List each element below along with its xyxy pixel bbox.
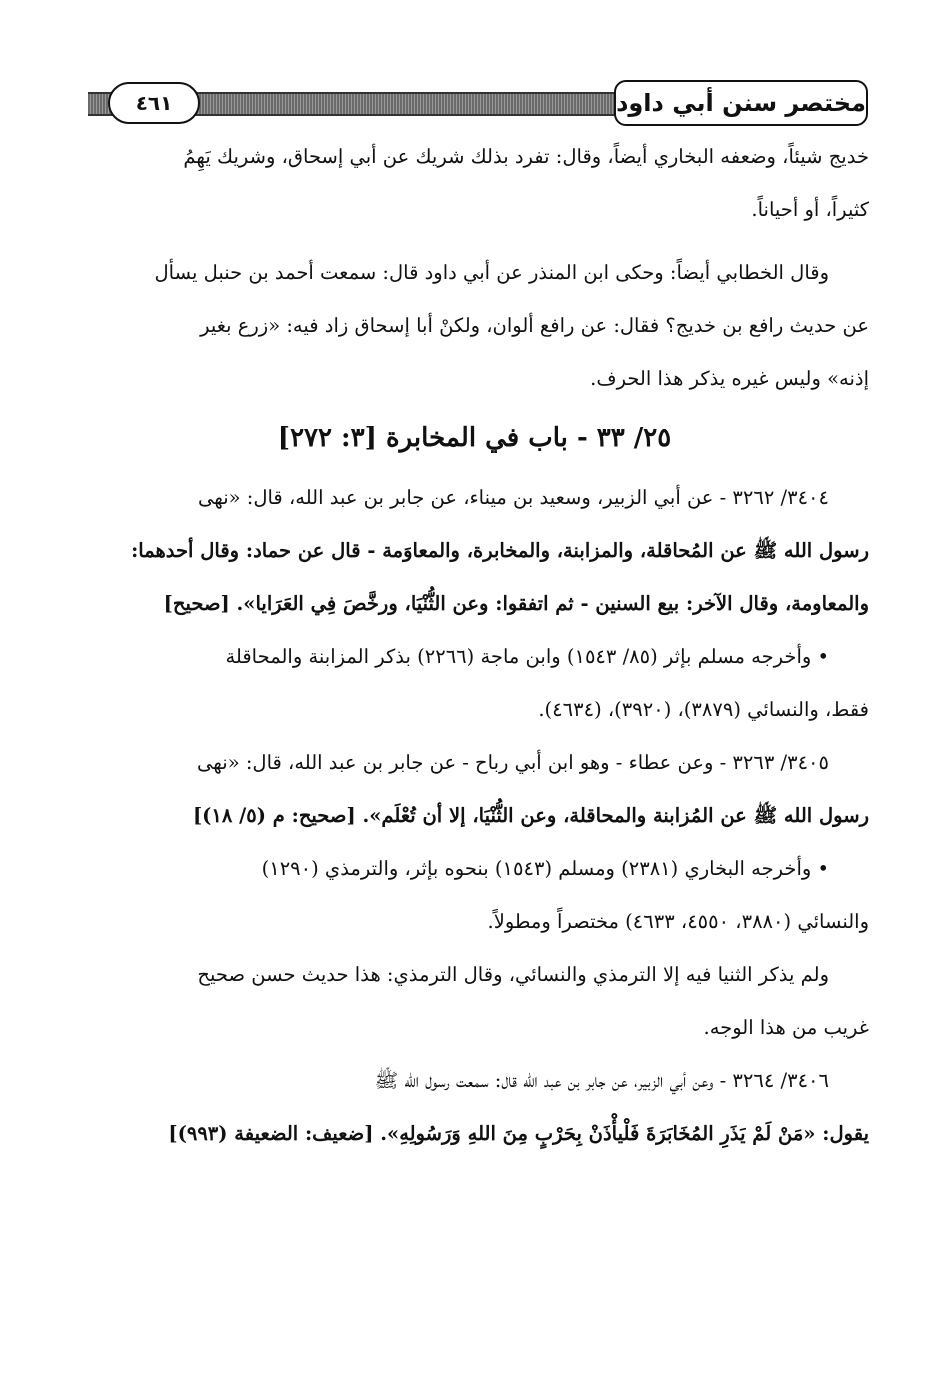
text-line: ٣٤٠٦/ ٣٢٦٤ - وعن أبي الزبير، عن جابر بن عبد الله قال: سمعت رسول الله ﷺ — [374, 1069, 829, 1092]
text-line: • وأخرجه مسلم بإثر (٨٥/ ١٥٤٣) وابن ماجة (٢٢٦٦) بذكر المزابنة والمحاقلة — [225, 645, 829, 668]
text-line: ٣٤٠٥/ ٣٢٦٣ - وعن عطاء - وهو ابن أبي رباح - عن جابر بن عبد الله، قال: «نهى — [197, 751, 829, 774]
text-line: فقط، والنسائي (٣٨٧٩)، (٣٩٢٠)، (٤٦٣٤). — [538, 698, 869, 721]
hadith-3405 — [80, 736, 869, 842]
hadith-3404 — [80, 471, 869, 630]
text-line: ٣٤٠٤/ ٣٢٦٢ - عن أبي الزبير، وسعيد بن ميناء، عن جابر بن عبد الله، قال: «نهى — [197, 486, 829, 509]
paragraph-khattabi — [80, 246, 869, 405]
page-number: ٤٦١ — [108, 82, 200, 124]
text-line: ولم يذكر الثنيا فيه إلا الترمذي والنسائي، وقال الترمذي: هذا حديث حسن صحيح — [197, 963, 829, 986]
text-line: والمعاومة، وقال الآخر: بيع السنين - ثم اتفقوا: وعن الثُّنْيَا، ورخَّصَ فِي العَرَايا». [صحيح] — [163, 592, 869, 615]
chapter-heading: ٢٥/ ٣٣ - باب في المخابرة [٣: ٢٧٢] — [277, 423, 672, 453]
text-line: رسول الله ﷺ عن المُزابنة والمحاقلة، وعن الثُّنْيَا، إلا أن تُعْلَم». [صحيح: م (٥/ ١٨)] — [192, 804, 869, 827]
book-title: مختصر سنن أبي داود — [614, 80, 868, 126]
paragraph-tirmidhi — [80, 948, 869, 1054]
paragraph-continuation — [80, 130, 869, 236]
takhrij-3405 — [80, 842, 869, 948]
text-line: غريب من هذا الوجه. — [703, 1016, 869, 1039]
text-line: عن حديث رافع بن خديج؟ فقال: عن رافع ألوان، ولكنْ أبا إسحاق زاد فيه: «زرع بغير — [200, 314, 869, 337]
text-line: يقول: «مَنْ لَمْ يَذَرِ المُخَابَرَةَ فَلْيأْذَنْ بِحَرْبٍ مِنَ اللهِ وَرَسُولِهِ». [ضعيف: الضعيفة (٩٩٣)] — [168, 1122, 869, 1145]
text-line: • وأخرجه البخاري (٢٣٨١) ومسلم (١٥٤٣) بنحوه بإثر، والترمذي (١٢٩٠) — [261, 857, 829, 880]
text-line: خديج شيئاً، وضعفه البخاري أيضاً، وقال: تفرد بذلك شريك عن أبي إسحاق، وشريك يَهِمُ — [183, 145, 869, 168]
hadith-3406 — [80, 1054, 869, 1160]
page-header — [88, 80, 868, 126]
takhrij-3404 — [80, 630, 869, 736]
page-body — [80, 130, 869, 1160]
text-line: كثيراً، أو أحياناً. — [751, 198, 869, 221]
text-line: إذنه» وليس غيره يذكر هذا الحرف. — [590, 367, 869, 390]
text-line: والنسائي (٣٨٨٠، ٤٥٥٠، ٤٦٣٣) مختصراً ومطولاً. — [487, 910, 869, 933]
text-line: رسول الله ﷺ عن المُحاقلة، والمزابنة، والمخابرة، والمعاوَمة - قال عن حماد: وقال أحدهما: — [131, 539, 869, 562]
text-line: وقال الخطابي أيضاً: وحكى ابن المنذر عن أبي داود قال: سمعت أحمد بن حنبل يسأل — [154, 261, 829, 284]
